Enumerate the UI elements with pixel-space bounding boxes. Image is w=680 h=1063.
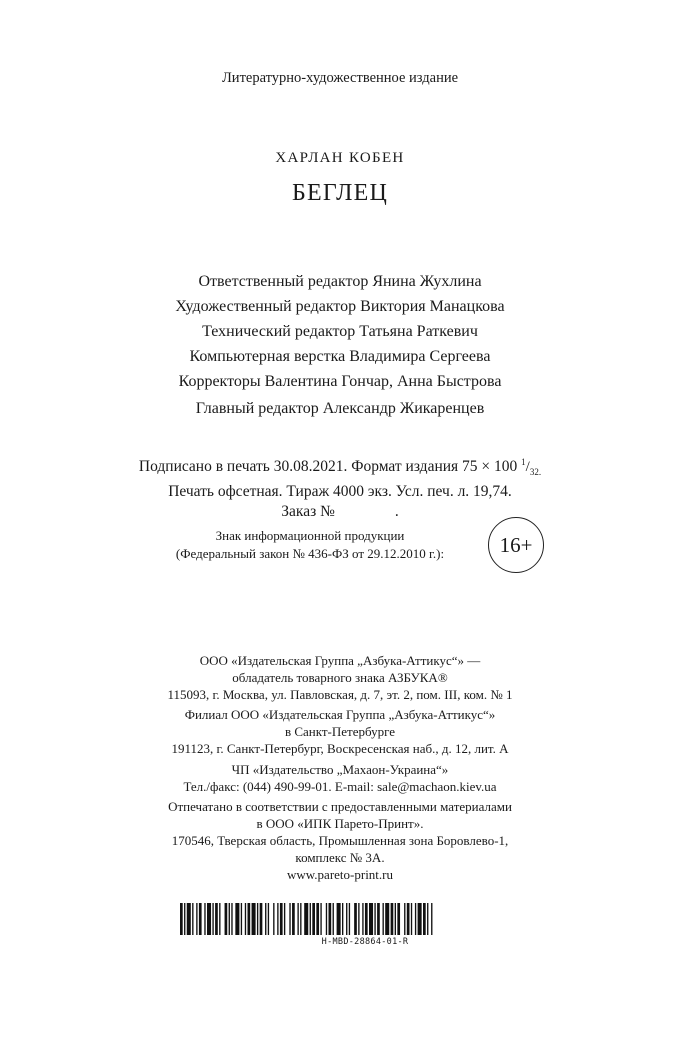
barcode-bar (180, 903, 183, 935)
barcode-bar (431, 903, 432, 935)
barcode-bar (383, 903, 384, 935)
order-line (0, 502, 680, 522)
barcode-bar (260, 903, 263, 935)
credits-list (0, 269, 680, 394)
barcode-bar (377, 903, 380, 935)
chief-editor: Главный редактор Александр Жикаренцев (195, 400, 485, 417)
credit-line: Компьютерная верстка Владимира Сергеева (189, 348, 491, 365)
author-name: ХАРЛАН КОБЕН (275, 150, 405, 166)
barcode-bar (273, 903, 274, 935)
barcode-bar (277, 903, 278, 935)
credit-line: Ответственный редактор Янина Жухлина (198, 273, 482, 290)
barcode-bar (245, 903, 246, 935)
publisher-line: ООО «Издательская Группа „Азбука-Аттикус“» — (199, 653, 481, 668)
barcode-bar (365, 903, 368, 935)
barcode-bar (395, 903, 396, 935)
barcode-bar (404, 903, 405, 935)
barcode-bar (320, 903, 321, 935)
barcode-bar (391, 903, 394, 935)
barcode-bar (292, 903, 295, 935)
barcode-bar (252, 903, 256, 935)
age-rating-line: Знак информационной продукции (215, 528, 405, 543)
publisher-group (0, 707, 680, 757)
barcode-bar (337, 903, 341, 935)
barcode-bar (342, 903, 343, 935)
barcode-bar (427, 903, 428, 935)
barcode-bar (297, 903, 298, 935)
barcode-bar (212, 903, 213, 935)
barcode-bar (289, 903, 290, 935)
barcode-bar (423, 903, 426, 935)
barcode-bar (265, 903, 266, 935)
barcode-bar (329, 903, 332, 935)
publisher-line: Отпечатано в соответствии с предоставленными материалами (168, 799, 512, 815)
barcode-bar (333, 903, 334, 935)
barcode-bar (187, 903, 191, 935)
barcode-bar (304, 903, 308, 935)
credit-line: Художественный редактор Виктория Манацкова (175, 298, 505, 315)
barcode-bar (184, 903, 185, 935)
barcode-bar (207, 903, 211, 935)
barcode-bar (312, 903, 315, 935)
fraction-denominator: 32 (529, 467, 539, 477)
barcode-bar (199, 903, 202, 935)
barcode-bar (411, 903, 412, 935)
age-rating-text (140, 527, 480, 563)
barcode-bar (397, 903, 400, 935)
credit-line: Технический редактор Татьяна Раткевич (202, 323, 478, 340)
publisher-line: в ООО «ИПК Парето-Принт». (256, 816, 424, 832)
age-rating-line: (Федеральный закон № 436-ФЗ от 29.12.2010 г.): (175, 546, 445, 561)
publisher-line: 115093, г. Москва, ул. Павловская, д. 7, эт. 2, пом. III, ком. № 1 (167, 686, 513, 702)
format-fraction: $^1/_{32}$ (521, 457, 539, 477)
publisher-line: Филиал ООО «Издательская Группа „Азбука-Аттикус“» (184, 707, 496, 723)
age-rating-badge: 16+ (488, 517, 544, 573)
barcode-bar (349, 903, 350, 935)
publisher-line: 170546, Тверская область, Промышленная зона Боровлево-1, (171, 832, 509, 848)
barcode-code: H-MBD-28864-01-R (321, 937, 409, 947)
barcode-block (180, 903, 510, 947)
barcode-bar (241, 903, 242, 935)
print-info (0, 452, 680, 522)
print-info-line (0, 452, 680, 482)
book-title: БЕГЛЕЦ (292, 180, 388, 206)
credit-line: Корректоры Валентина Гончар, Анна Быстрова (178, 373, 502, 390)
barcode-bar (204, 903, 205, 935)
barcode-bar (219, 903, 220, 935)
fraction-end: . (538, 467, 542, 478)
publisher-info (0, 653, 680, 883)
barcode-bar (229, 903, 230, 935)
publisher-line: комплекс № 3А. (295, 849, 385, 865)
publisher-line: Тел./факс: (044) 490-99-01. E-mail: sale@machaon.kiev.ua (183, 778, 497, 794)
barcode-bar (225, 903, 228, 935)
barcode-icon (180, 903, 510, 935)
publisher-group (0, 799, 680, 883)
barcode-bar (284, 903, 285, 935)
barcode-bar (385, 903, 389, 935)
barcode-bar (407, 903, 410, 935)
barcode-bar (300, 903, 301, 935)
barcode-bar (215, 903, 218, 935)
publisher-line: в Санкт-Петербурге (284, 724, 396, 740)
fraction-numerator: 1 (521, 457, 526, 467)
barcode-bar (235, 903, 239, 935)
print-info-text: Подписано в печать 30.08.2021. Формат издания 75 × 100 (138, 458, 522, 475)
barcode-bar (196, 903, 197, 935)
barcode-bar (415, 903, 416, 935)
publisher-website: www.pareto-print.ru (286, 866, 393, 882)
barcode-bar (374, 903, 375, 935)
publisher-group (0, 653, 680, 703)
barcode-bar (280, 903, 283, 935)
barcode-bar (418, 903, 422, 935)
barcode-bar (369, 903, 373, 935)
barcode-bar (192, 903, 193, 935)
barcode-bar (316, 903, 319, 935)
barcode-bar (248, 903, 251, 935)
barcode-bar (362, 903, 363, 935)
publisher-group (0, 762, 680, 796)
barcode-bar (346, 903, 347, 935)
barcode-bar (358, 903, 359, 935)
order-label: Заказ № (281, 503, 335, 521)
barcode-bar (257, 903, 258, 935)
barcode-bar (231, 903, 232, 935)
publisher-line: ЧП «Издательство „Махаон-Украина“» (231, 761, 449, 777)
barcode-bar (326, 903, 327, 935)
barcode-bar (354, 903, 357, 935)
publisher-line: обладатель товарного знака АЗБУКА® (232, 669, 448, 685)
barcode-bar (268, 903, 269, 935)
publisher-line: 191123, г. Санкт-Петербург, Воскресенская наб., д. 12, лит. А (171, 740, 509, 756)
order-end: . (394, 503, 399, 521)
print-info-line: Печать офсетная. Тираж 4000 экз. Усл. печ. л. 19,74. (168, 483, 512, 501)
barcode-bar (310, 903, 311, 935)
edition-type: Литературно-художественное издание (221, 70, 459, 86)
